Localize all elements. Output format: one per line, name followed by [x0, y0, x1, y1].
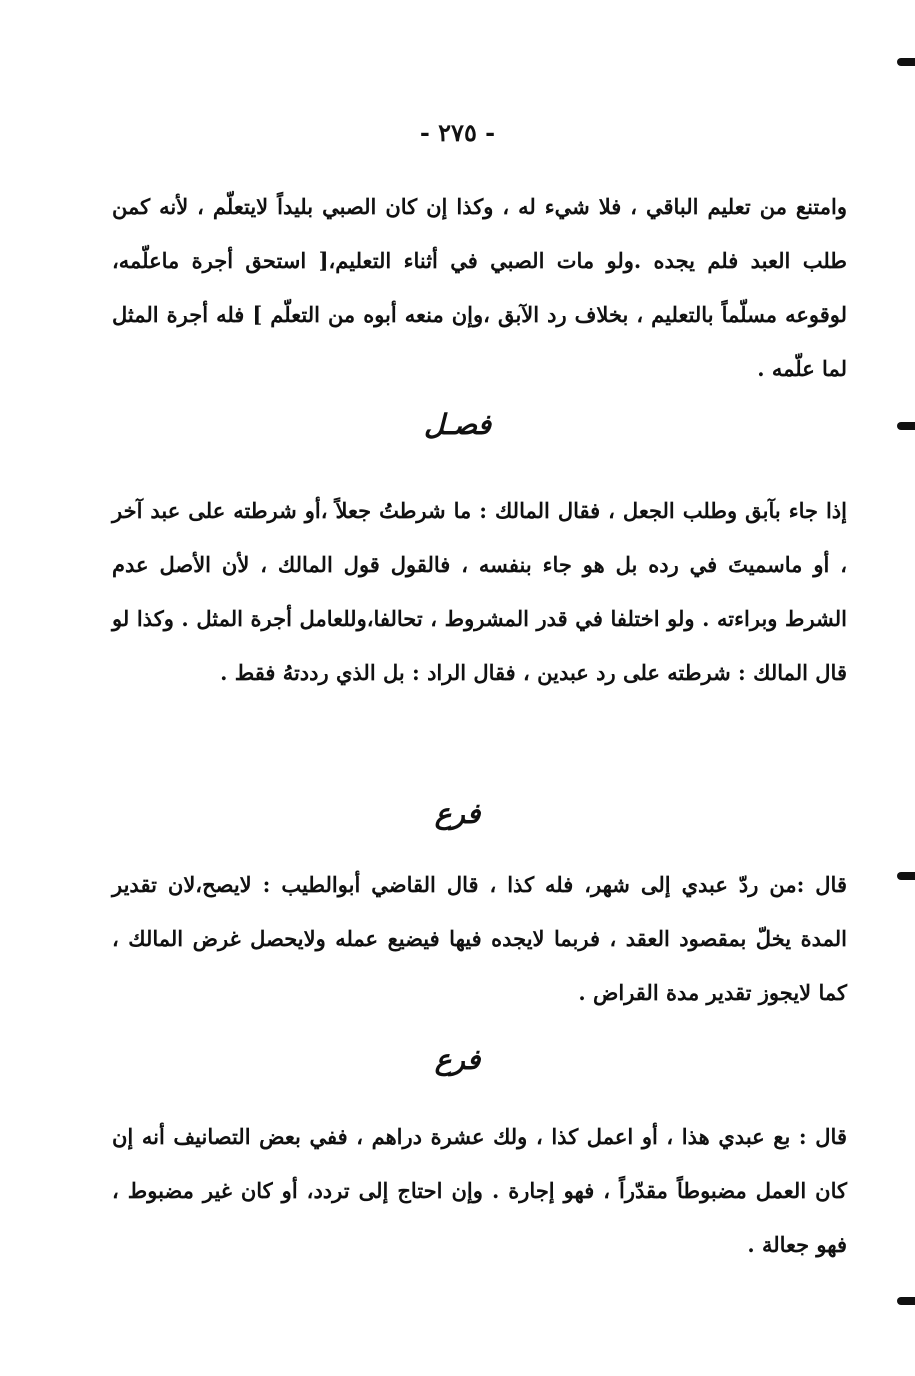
paragraph-3: قال :من ردّ عبدي إلى شهر، فله كذا ، قال القاضي أبوالطيب : لايصح،لان تقدير المدة يخلّ بمقصود العقد ، فربما لايجده فيها فيضيع عمله ولايحصل غرض المالك ، كما لايجوز تقدير مدة القراض . [112, 872, 847, 1005]
page-edge-mark [897, 872, 915, 880]
subsection-heading-far-1: فرع [434, 797, 481, 830]
paragraph-1: وامتنع من تعليم الباقي ، فلا شيء له ، وكذا إن كان الصبي بليداً لايتعلّم ، لأنه كمن طلب العبد فلم يجده .ولو مات الصبي في أثناء التعليم،[ استحق أجرة ماعلّمه، لوقوعه مسلّماً بالتعليم ، بخلاف رد الآبق ،وإن منعه أبوه من التعلّم ] فله أجرة المثل لما علّمه . [112, 194, 847, 381]
paragraph-4: قال : بع عبدي هذا ، أو اعمل كذا ، ولك عشرة دراهم ، ففي بعض التصانيف أنه إن كان العمل مضبوطاً مقدّراً ، فهو إجارة . وإن احتاج إلى تردد، أو كان غير مضبوط ، فهو جعالة . [112, 1124, 847, 1257]
paragraph-2: إذا جاء بآبق وطلب الجعل ، فقال المالك : ما شرطتُ جعلاً ،أو شرطته على عبد آخر ، أو ماسميتَ في رده بل هو جاء بنفسه ، فالقول قول المالك ، لأن الأصل عدم الشرط وبراءته . ولو اختلفا في قدر المشروط ، تحالفا،وللعامل أجرة المثل . وكذا لو قال المالك : شرطته على رد عبدين ، فقال الراد : بل الذي رددتهُ فقط . [112, 498, 847, 685]
page-edge-mark [897, 1297, 915, 1305]
section-heading-fasl: فصـل [423, 408, 492, 441]
page-edge-mark [897, 58, 915, 66]
page-number: - ٢٧٥ - [419, 118, 496, 147]
subsection-heading-far-2: فرع [434, 1043, 481, 1076]
